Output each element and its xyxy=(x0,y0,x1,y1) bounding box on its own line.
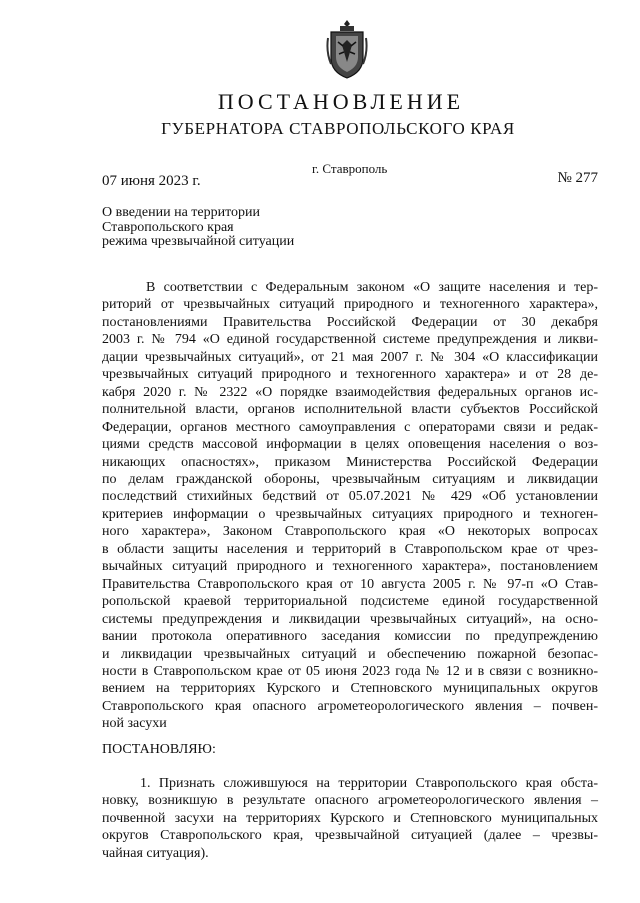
text-line: вании протокола оперативного заседания комиссии по предупреждению xyxy=(102,629,598,645)
resolve-heading: ПОСТАНОВЛЯЮ: xyxy=(102,742,216,757)
text-line: Правительства Ставропольского края от 10 августа 2005 г. № 97-п «О Став- xyxy=(102,576,598,592)
text-line: 1. Признать сложившуюся на территории Ставропольского края обста- xyxy=(140,776,598,791)
document-number: № 277 xyxy=(557,170,598,186)
text-line: полнительной власти, органов исполнительной власти субъектов Российской xyxy=(102,402,598,418)
text-line: кабря 2020 г. № 2322 «О порядке взаимодействия федеральных органов ис- xyxy=(102,384,598,400)
text-line: в области защиты населения и территорий в Ставропольском крае от чрез- xyxy=(102,541,598,557)
city: г. Ставрополь xyxy=(312,161,388,176)
text-line: ропольской краевой территориальной подсистеме единой государственной xyxy=(102,594,598,610)
text-line: и ликвидации чрезвычайных ситуаций и обеспечению пожарной безопас- xyxy=(102,646,598,662)
text-line: никающих опасностях», приказом Министерства Российской Федерации xyxy=(102,454,598,470)
subject-line: О введении на территории xyxy=(102,205,261,220)
text-line: вением на территориях Курского и Степновского муниципальных округов xyxy=(102,681,598,697)
text-line: В соответствии с Федеральным законом «О защите населения и тер- xyxy=(146,280,598,295)
text-line: чайная ситуация). xyxy=(102,845,209,861)
text-line: вычайных ситуаций природного и техногенного характера», постановлением xyxy=(102,559,598,575)
text-line: постановлениями Правительства Российской Федерации от 30 декабря xyxy=(102,314,598,330)
stavropol-coat-of-arms-icon xyxy=(326,18,368,80)
text-line: округов Ставропольского края, чрезвычайной ситуацией (далее – чрезвы- xyxy=(102,828,598,844)
text-line: критериев информации о чрезвычайных ситуациях природного и техноген- xyxy=(102,506,598,522)
document-subtitle: ГУБЕРНАТОРА СТАВРОПОЛЬСКОГО КРАЯ xyxy=(161,119,515,138)
text-line: системы предупреждения и ликвидации чрезвычайных ситуаций», на осно- xyxy=(102,611,598,627)
text-line: ности в Ставропольском крае от 05 июня 2023 года № 12 и в связи с возникно- xyxy=(102,663,598,679)
text-line: ного характера», Законом Ставропольского края «О некоторых вопросах xyxy=(102,524,598,540)
text-line: 2003 г. № 794 «О единой государственной системе предупреждения и ликви- xyxy=(102,332,598,348)
subject-line: режима чрезвычайной ситуации xyxy=(102,234,295,249)
text-line: по делам гражданской обороны, чрезвычайным ситуациям и ликвидации xyxy=(102,471,598,487)
text-line: последствий стихийных бедствий от 05.07.2021 № 429 «Об установлении xyxy=(102,489,598,505)
text-line: дации чрезвычайных ситуаций», от 21 мая 2007 г. № 304 «О классификации xyxy=(102,349,598,365)
item-1-paragraph xyxy=(102,775,598,862)
text-line: риторий от чрезвычайных ситуаций природного и техногенного характера», xyxy=(102,297,598,313)
document-subject xyxy=(102,206,294,250)
preamble-paragraph xyxy=(102,279,598,733)
text-line: новку, возникшую в результате опасного агрометеорологического явления – xyxy=(102,793,598,809)
text-line: ной засухи xyxy=(102,716,167,732)
text-line: чрезвычайных ситуаций природного и техногенного характера» и от 28 де- xyxy=(102,367,598,383)
text-line: почвенной засухи на территориях Курского и Степновского муниципальных xyxy=(102,810,598,826)
text-line: Ставропольского края опасного агрометеорологического явления – почвен- xyxy=(102,698,598,714)
text-line: циями средств массовой информации в целях оповещения населения о воз- xyxy=(102,437,598,453)
subject-line: Ставропольского края xyxy=(102,219,234,235)
document-date: 07 июня 2023 г. xyxy=(102,173,201,189)
document-title: ПОСТАНОВЛЕНИЕ xyxy=(217,89,465,114)
text-line: Федерации, органов местного самоуправления с операторами связи и редак- xyxy=(102,419,598,435)
